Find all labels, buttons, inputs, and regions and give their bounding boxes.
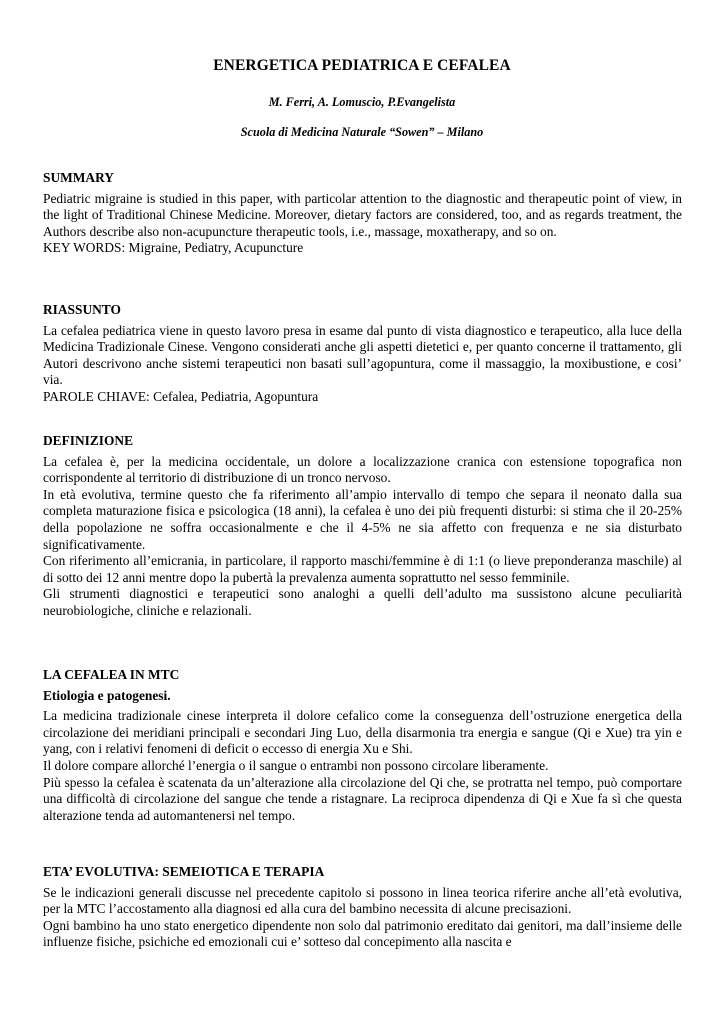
paper-affiliation: Scuola di Medicina Naturale “Sowen” – Milano bbox=[240, 125, 484, 139]
definizione-section bbox=[43, 433, 682, 620]
eta-section bbox=[43, 864, 682, 951]
definizione-heading: DEFINIZIONE bbox=[43, 433, 134, 448]
mtc-paragraph: La medicina tradizionale cinese interpreta il dolore cefalico come la conseguenza dell’ostruzione energetica della circolazione dei meridiani principali e secondari Jing Luo, della disarmonia tra energia e sangue (Qi e Xue) tra yin e yang, con i relativi fenomeni di deficit o eccesso di energia Xu e Shi. bbox=[43, 708, 682, 757]
summary-section bbox=[43, 170, 682, 257]
mtc-paragraph: Più spesso la cefalea è scatenata da un’alterazione alla circolazione del Qi che, se protratta nel tempo, può comportare una difficoltà di circolazione del sangue che tende a ristagnare. La reciproca dipendenza di Qi e Xue fa sì che questa alterazione tenda ad automantenersi nel tempo. bbox=[43, 774, 682, 823]
mtc-paragraph: Il dolore compare allorché l’energia o il sangue o entrambi non possono circolare liberamente. bbox=[43, 757, 549, 773]
mtc-heading: LA CEFALEA IN MTC bbox=[43, 667, 180, 682]
definizione-paragraph: Con riferimento all’emicrania, in particolare, il rapporto maschi/femmine è di 1:1 (o lieve preponderanza maschile) al di sotto dei 12 anni mentre dopo la pubertà la prevalenza aumenta soprattutto nel sesso femminile. bbox=[43, 553, 682, 585]
summary-text: Pediatric migraine is studied in this paper, with particolar attention to the diagnostic and therapeutic point of view, in the light of Traditional Chinese Medicine. Moreover, dietary factors are considered, too, and as regards treatment, the Authors describe also non-acupuncture therapeutic tools, i.e., massage, moxatherapy, and so on. bbox=[43, 190, 682, 239]
riassunto-heading: RIASSUNTO bbox=[43, 302, 121, 317]
paper-authors: M. Ferri, A. Lomuscio, P.Evangelista bbox=[268, 95, 456, 109]
mtc-section bbox=[43, 667, 682, 824]
definizione-paragraph: La cefalea è, per la medicina occidentale, un dolore a localizzazione cranica con estensione topografica non corrispondente al territorio di distribuzione di un tronco nervoso. bbox=[43, 453, 682, 486]
eta-paragraph: Ogni bambino ha uno stato energetico dipendente non solo dal patrimonio ereditato dai genitori, ma dall’insieme delle influenze fisiche, psichiche ed emozionali cui e’ sotteso dal concepimento alla nascita e bbox=[43, 917, 682, 950]
eta-heading: ETA’ EVOLUTIVA: SEMEIOTICA E TERAPIA bbox=[43, 864, 325, 879]
definizione-paragraph: In età evolutiva, termine questo che fa riferimento all’ampio intervallo di tempo che separa il neonato dalla sua completa maturazione fisica e psicologica (18 anni), la cefalea è uno dei più frequenti disturbi: si stima che il 20-25% della popolazione ne soffra occasionalmente e che il 4-5% ne sia affetto con frequenza e ne sia disturbato significativamente. bbox=[43, 486, 682, 552]
summary-heading: SUMMARY bbox=[43, 170, 114, 185]
paper-title: ENERGETICA PEDIATRICA E CEFALEA bbox=[213, 57, 511, 74]
riassunto-section bbox=[43, 302, 682, 406]
riassunto-keywords: PAROLE CHIAVE: Cefalea, Pediatria, Agopuntura bbox=[43, 388, 319, 404]
riassunto-text: La cefalea pediatrica viene in questo lavoro presa in esame dal punto di vista diagnostico e terapeutico, alla luce della Medicina Tradizionale Cinese. Vengono considerati anche gli aspetti dietetici e, per quanto concerne il trattamento, gli Autori descrivono anche sistemi terapeutici non basati sull’agopuntura, come il massaggio, la moxibustione, e cosi’ via. bbox=[43, 322, 682, 388]
mtc-subheading: Etiologia e patogenesi. bbox=[43, 687, 171, 703]
summary-keywords: KEY WORDS: Migraine, Pediatry, Acupuncture bbox=[43, 240, 304, 256]
eta-paragraph: Se le indicazioni generali discusse nel precedente capitolo si possono in linea teorica riferire anche all’età evolutiva, per la MTC l’accostamento alla diagnosi ed alla cura del bambino necessita di alcune precisazioni. bbox=[43, 884, 682, 917]
definizione-paragraph: Gli strumenti diagnostici e terapeutici sono analoghi a quelli dell’adulto ma sussistono alcune peculiarità neurobiologiche, cliniche e relazionali. bbox=[43, 586, 682, 618]
